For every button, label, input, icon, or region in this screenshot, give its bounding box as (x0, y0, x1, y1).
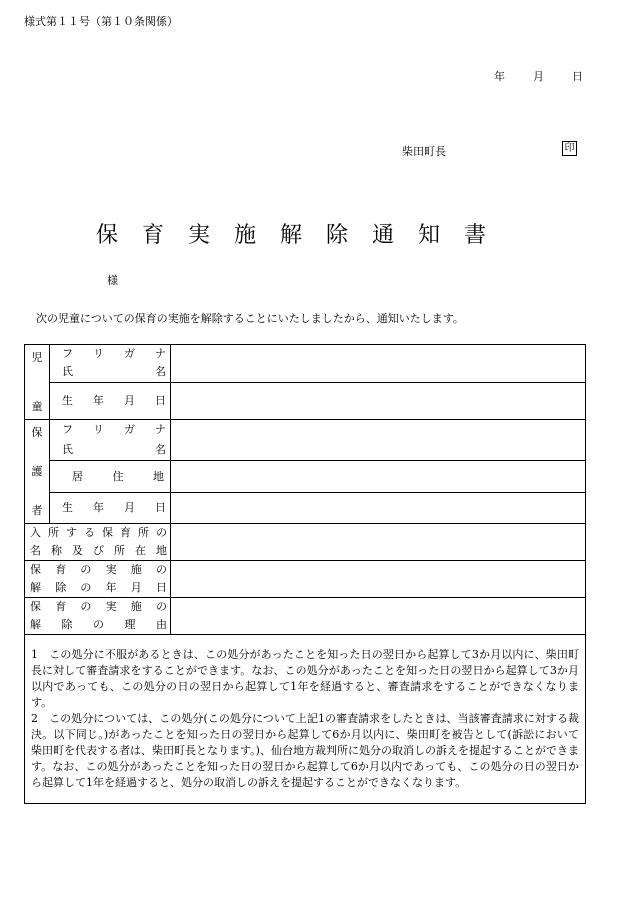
cancel-date-label-line1: 保 育 の 実 施 の (25, 561, 171, 580)
guardian-birthdate-label: 生 年 月 日 (50, 492, 171, 523)
cancel-date-value[interactable] (171, 561, 586, 598)
issuer-title: 柴田町長 (402, 145, 446, 158)
document-title: 保育実施解除通知書 (96, 223, 511, 248)
guardian-name-label: 氏 名 (50, 440, 171, 461)
intro-text: 次の児童についての保育の実施を解除することにいたしましたから、通知いたします。 (36, 312, 464, 325)
child-furigana-label: フ リ ガ ナ (50, 345, 171, 364)
facility-label-line1: 入 所 す る 保 育 所 の (25, 524, 171, 543)
appeal-note-2: 2 この処分については、この処分(この処分について上記1の審査請求をしたときは、当該審査請求に対する裁決。以下同じ。)があったことを知った日の翌日から起算して6か月以内に、柴田町を被告として(訴訟において柴田町を代表する者は、柴田町長となります。)、仙台地方裁判所に処分の取消しの訴えを提起することができます。なお、この処分があったことを知った日の翌日から起算して6か月以内であっても、この処分の日の翌日から起算して1年を経過すると、処分の取消しの訴えを提起することができなくなります。 (31, 712, 579, 789)
guardian-address-value[interactable] (171, 461, 586, 492)
date-month-label: 月 (533, 70, 544, 83)
facility-label-line2: 名 称 及 び 所 在 地 (25, 542, 171, 561)
appeal-notes (25, 635, 586, 804)
child-birthdate-value[interactable] (171, 382, 586, 420)
appeal-note-1: 1 この処分に不服があるときは、この処分があったことを知った日の翌日から起算して3か月以内に、柴田町長に対して審査請求をすることができます。なお、この処分があったことを知った日の翌日から起算して3か月以内であっても、この処分の日の翌日から起算して1年を経過すると、審査請求をすることができなくなります。 (31, 648, 579, 709)
child-name-label: 氏 名 (50, 363, 171, 382)
guardian-group-cell: 保 護 者 (25, 420, 50, 524)
notice-table (24, 344, 586, 804)
child-birthdate-label: 生 年 月 日 (50, 382, 171, 420)
guardian-furigana-label: フ リ ガ ナ (50, 420, 171, 441)
child-name-value[interactable] (171, 345, 586, 383)
guardian-address-label: 居 住 地 (50, 461, 171, 492)
cancel-date-label-line2: 解 除 の 年 月 日 (25, 579, 171, 598)
date-line (494, 68, 583, 84)
addressee-suffix: 様 (107, 274, 118, 287)
cancel-reason-label-line1: 保 育 の 実 施 の (25, 598, 171, 617)
form-number: 様式第１１号（第１０条関係） (24, 15, 178, 28)
facility-value[interactable] (171, 524, 586, 561)
date-year-label: 年 (494, 70, 505, 83)
child-group-cell: 児 童 (25, 345, 50, 420)
guardian-name-value[interactable] (171, 420, 586, 461)
cancel-reason-value[interactable] (171, 598, 586, 635)
seal-mark: 印 (562, 141, 577, 156)
date-day-label: 日 (572, 70, 583, 83)
cancel-reason-label-line2: 解 除 の 理 由 (25, 616, 171, 635)
guardian-birthdate-value[interactable] (171, 492, 586, 523)
